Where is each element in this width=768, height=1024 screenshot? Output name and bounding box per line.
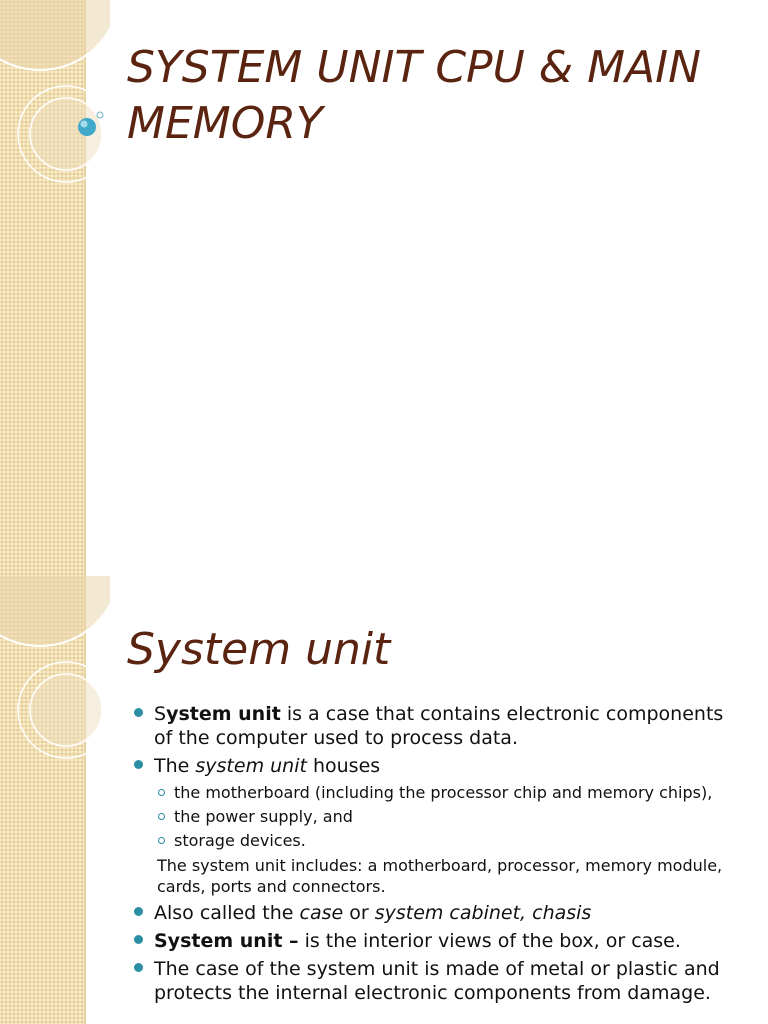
- slide-2: [0, 576, 768, 1024]
- blue-orb-icon: [78, 118, 96, 136]
- slide-1-title: SYSTEM UNIT CPU & MAIN MEMORY: [127, 42, 702, 149]
- bullet-interior-views: System unit – is the interior views of the box, or case.: [134, 929, 734, 953]
- sub-item-storage-devices: storage devices.: [134, 830, 734, 851]
- decorative-rings: [0, 0, 110, 576]
- system-unit-includes-note: The system unit includes: a motherboard, processor, memory module, cards, ports and connectors.: [157, 856, 723, 896]
- bullet-case-material: The case of the system unit is made of metal or plastic and protects the internal electronic components from damage.: [134, 957, 734, 1005]
- slide-2-title: System unit: [127, 624, 391, 675]
- decorative-rings: [0, 576, 110, 1024]
- bullet-system-unit-houses: The system unit houses: [134, 754, 734, 778]
- small-orb-icon: [97, 112, 103, 118]
- bullet-system-unit-definition: System unit is a case that contains electronic components of the computer used to process data.: [134, 702, 734, 750]
- sub-item-motherboard: the motherboard (including the processor chip and memory chips),: [134, 782, 734, 803]
- sub-item-power-supply: the power supply, and: [134, 806, 734, 827]
- bullet-also-called: Also called the case or system cabinet, chasis: [134, 901, 734, 925]
- slide-2-content: [134, 702, 734, 1009]
